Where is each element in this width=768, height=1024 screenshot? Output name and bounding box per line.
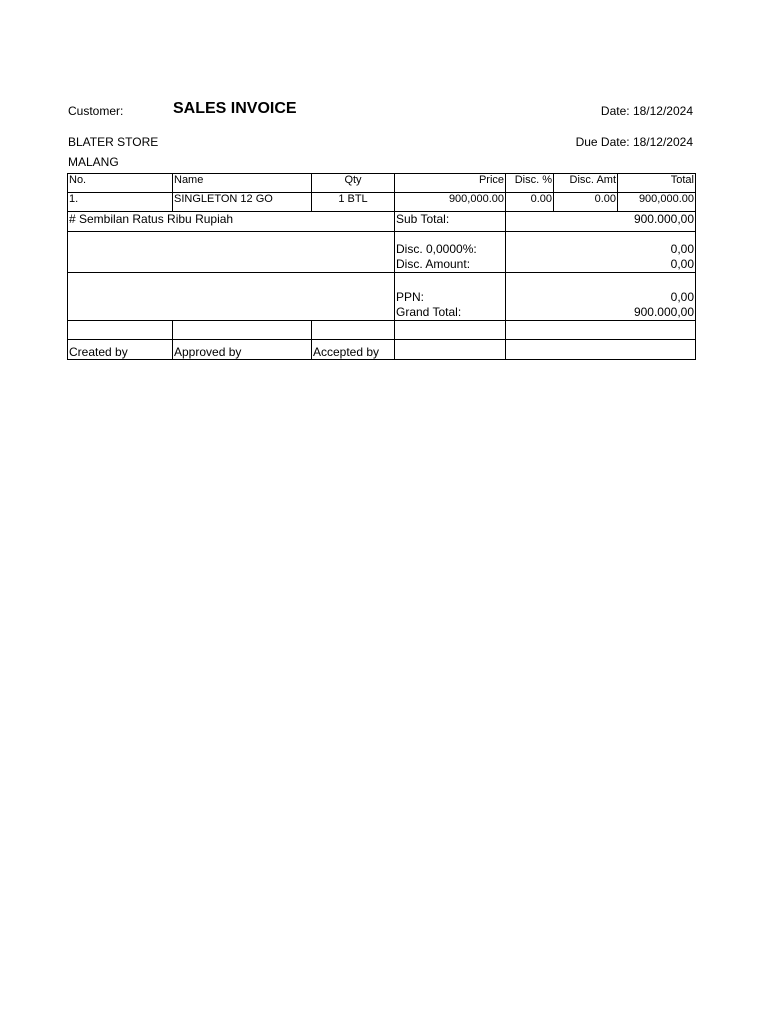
blank-cell bbox=[395, 340, 506, 360]
table-header-row bbox=[68, 174, 696, 193]
col-header-price: Price bbox=[395, 174, 506, 193]
row-disc-amt: 0.00 bbox=[554, 193, 618, 212]
due-date: Due Date: 18/12/2024 bbox=[575, 135, 693, 149]
blank-cell bbox=[395, 321, 506, 340]
subtotal-value: 900.000,00 bbox=[506, 212, 696, 232]
spacer-row bbox=[68, 321, 696, 340]
disc-amount-label: Disc. Amount: bbox=[396, 257, 471, 271]
disc-amount-value: 0,00 bbox=[670, 257, 694, 271]
total-labels bbox=[395, 273, 506, 321]
blank-cell bbox=[312, 321, 395, 340]
customer-city: MALANG bbox=[68, 155, 119, 169]
col-header-disc-amt: Disc. Amt bbox=[554, 174, 618, 193]
ppn-label: PPN: bbox=[396, 290, 425, 304]
customer-label: Customer: bbox=[68, 104, 124, 118]
subtotal-row bbox=[68, 212, 696, 232]
invoice-title: SALES INVOICE bbox=[173, 100, 297, 117]
col-header-disc-pct: Disc. % bbox=[506, 174, 554, 193]
invoice-date: Date: 18/12/2024 bbox=[600, 104, 693, 118]
disc-pct-value: 0,00 bbox=[670, 242, 694, 256]
row-name: SINGLETON 12 GO bbox=[173, 193, 312, 212]
invoice-table bbox=[67, 173, 696, 360]
approved-by-label: Approved by bbox=[173, 340, 312, 360]
amount-in-words: # Sembilan Ratus Ribu Rupiah bbox=[68, 212, 395, 232]
subtotal-label: Sub Total: bbox=[395, 212, 506, 232]
accepted-by-label: Accepted by bbox=[312, 340, 395, 360]
blank-cell bbox=[506, 340, 696, 360]
row-no: 1. bbox=[68, 193, 173, 212]
ppn-value: 0,00 bbox=[670, 290, 694, 304]
table-row bbox=[68, 193, 696, 212]
total-row bbox=[68, 273, 696, 321]
created-by-label: Created by bbox=[68, 340, 173, 360]
discount-row bbox=[68, 232, 696, 273]
row-price: 900,000.00 bbox=[395, 193, 506, 212]
row-disc-pct: 0.00 bbox=[506, 193, 554, 212]
signature-row bbox=[68, 340, 696, 360]
discount-labels bbox=[395, 232, 506, 273]
blank-cell bbox=[68, 273, 395, 321]
col-header-no: No. bbox=[68, 174, 173, 193]
col-header-total: Total bbox=[618, 174, 696, 193]
disc-pct-label: Disc. 0,0000%: bbox=[396, 242, 477, 256]
blank-cell bbox=[506, 321, 696, 340]
discount-values bbox=[506, 232, 696, 273]
total-values bbox=[506, 273, 696, 321]
blank-cell bbox=[173, 321, 312, 340]
row-qty: 1 BTL bbox=[312, 193, 395, 212]
grand-total-label: Grand Total: bbox=[396, 305, 462, 319]
blank-cell bbox=[68, 232, 395, 273]
col-header-qty: Qty bbox=[312, 174, 395, 193]
col-header-name: Name bbox=[173, 174, 312, 193]
customer-name: BLATER STORE bbox=[68, 135, 159, 149]
grand-total-value: 900.000,00 bbox=[633, 305, 694, 319]
row-total: 900,000.00 bbox=[618, 193, 696, 212]
blank-cell bbox=[68, 321, 173, 340]
